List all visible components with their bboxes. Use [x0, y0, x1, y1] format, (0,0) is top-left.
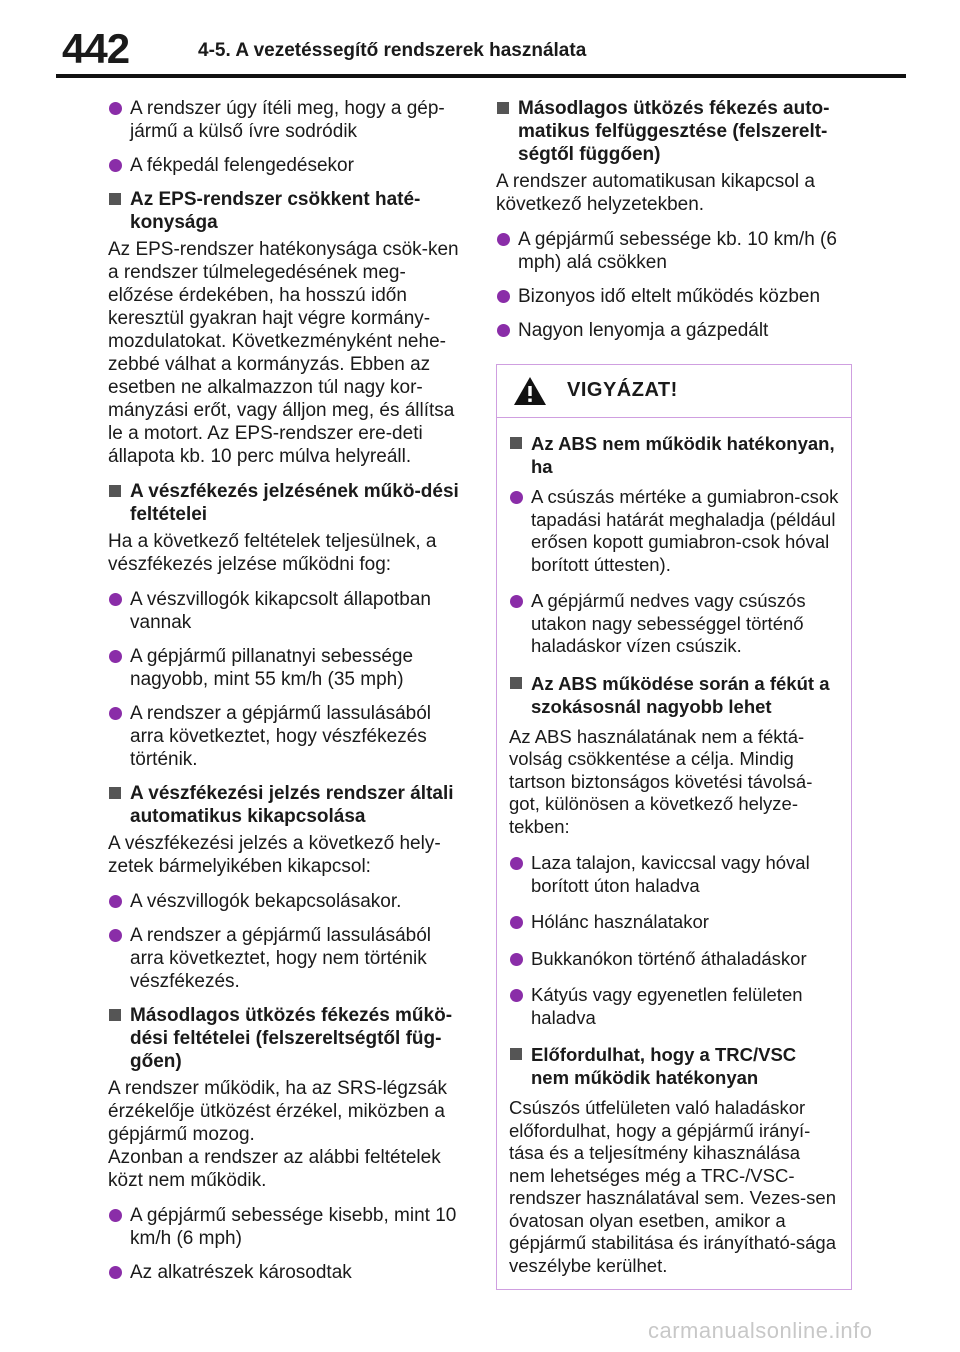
list-item-text: A vészvillogók bekapcsolásakor. — [130, 891, 402, 912]
bullet-dot-icon — [109, 929, 122, 942]
list-item-text: A rendszer a gépjármű lassulásából arra következtet, hogy vészfékezés történik. — [130, 703, 432, 770]
list-item-text: A rendszer úgy ítéli meg, hogy a gép-jármű a külső ívre sodródik — [130, 98, 445, 142]
bullet-dot-icon — [497, 233, 510, 246]
warning-triangle-icon — [513, 376, 547, 406]
paragraph: A rendszer automatikusan kikapcsol a következő helyzetekben. — [496, 171, 815, 215]
list-item-text: Bukkanókon történő áthaladáskor — [531, 947, 807, 969]
list-item — [108, 154, 466, 177]
paragraph: Az EPS-rendszer hatékonysága csök-ken a rendszer túlmelegedésének meg-előzése érdekében, ha hosszú időn keresztül gyakran hajt végre kormány-mozdulatokat. Következményként nehe-zebbé válhat a kormányzás. Ebben az esetben ne alkalmazzon túl nagy kor-mányzási erőt, vagy álljon meg, és állítsa le a motort. Az EPS-rendszer ere-deti állapota kb. 10 perc múlva helyreáll. — [108, 239, 459, 467]
bullet-dot-icon — [510, 595, 523, 608]
section-title: 4-5. A vezetéssegítő rendszerek használata — [198, 40, 587, 61]
heading-square-icon — [109, 193, 121, 205]
heading-square-icon — [510, 437, 522, 449]
left-column — [108, 97, 466, 1295]
list-item — [509, 911, 839, 934]
list-item — [509, 984, 839, 1029]
section-heading — [108, 480, 466, 526]
heading-text: Előfordulhat, hogy a TRC/VSC nem működik hatékonyan — [531, 1044, 797, 1088]
list-item-text: A csúszás mértéke a gumiabron-csok tapadási határát meghaladja (például erősen kopott gumiabron-csok hóval borított úttesten). — [531, 486, 839, 575]
section-heading — [108, 188, 466, 234]
list-item — [496, 285, 858, 308]
list-item-text: A gépjármű sebessége kb. 10 km/h (6 mph) alá csökken — [518, 229, 837, 273]
section-heading — [108, 1004, 466, 1073]
bullet-dot-icon — [109, 895, 122, 908]
list-item — [509, 948, 839, 971]
bullet-dot-icon — [109, 159, 122, 172]
caution-box — [496, 364, 852, 1290]
heading-text: Másodlagos ütközés fékezés műkö-dési feltételei (felszereltségtől füg-gően) — [130, 1005, 453, 1072]
heading-square-icon — [497, 102, 509, 114]
list-item-text: A fékpedál felengedésekor — [130, 155, 354, 176]
bullet-dot-icon — [109, 593, 122, 606]
paragraph: A rendszer működik, ha az SRS-légzsák érzékelője ütközést érzékel, miközben a gépjármű mozog. — [108, 1078, 447, 1145]
heading-square-icon — [109, 1009, 121, 1021]
list-item — [108, 1261, 466, 1284]
bullet-dot-icon — [510, 989, 523, 1002]
list-item — [509, 852, 839, 897]
list-item-text: Az alkatrészek károsodtak — [130, 1262, 352, 1283]
heading-square-icon — [510, 677, 522, 689]
heading-text: Az ABS működése során a fékút a szokásosnál nagyobb lehet — [531, 672, 830, 717]
section-heading — [496, 97, 858, 166]
section-heading — [509, 672, 839, 718]
heading-text: Másodlagos ütközés fékezés auto-matikus felfüggesztése (felszerelt-ségtől függően) — [518, 98, 830, 165]
bullet-dot-icon — [109, 707, 122, 720]
heading-square-icon — [510, 1048, 522, 1060]
heading-text: Az ABS nem működik hatékonyan, ha — [531, 433, 835, 477]
list-item — [108, 645, 466, 691]
list-item-text: A gépjármű nedves vagy csúszós utakon nagy sebességgel történő haladáskor vízen csúszik. — [531, 590, 806, 656]
bullet-dot-icon — [510, 916, 523, 929]
bullet-dot-icon — [497, 324, 510, 337]
bullet-dot-icon — [497, 290, 510, 303]
header-divider — [56, 74, 906, 78]
list-item-text: Hólánc használatakor — [531, 911, 709, 932]
list-item-text: A gépjármű sebessége kisebb, mint 10 km/h (6 mph) — [130, 1205, 457, 1249]
list-item-text: A vészvillogók kikapcsolt állapotban vannak — [130, 589, 432, 633]
paragraph: A vészfékezési jelzés a következő hely-zetek bármelyikében kikapcsol: — [108, 833, 441, 877]
caution-title: VIGYÁZAT! — [567, 379, 678, 401]
list-item — [108, 924, 466, 993]
bullet-dot-icon — [109, 1266, 122, 1279]
page-header — [0, 0, 960, 82]
list-item-text: Kátyús vagy egyenetlen felületen haladva — [531, 984, 803, 1028]
heading-square-icon — [109, 787, 121, 799]
caution-header — [497, 365, 851, 418]
paragraph: Csúszós útfelületen való haladáskor előfordulhat, hogy a gépjármű irányí-tása és a teljesítmény kihasználása nem lehetséges még a TRC-/VSC-rendszer használatával sem. Vezes-sen óvatosan olyan esetben, amikor a gépjármű stabilitása és irányítható-sága veszélybe kerülhet. — [509, 1097, 837, 1276]
list-item-text: A rendszer a gépjármű lassulásából arra következtet, hogy nem történik vészfékezés. — [130, 925, 432, 992]
list-item — [108, 1204, 466, 1250]
bullet-dot-icon — [109, 650, 122, 663]
heading-text: A vészfékezési jelzés rendszer általi automatikus kikapcsolása — [130, 783, 454, 827]
paragraph: Ha a következő feltételek teljesülnek, a vészfékezés jelzése működni fog: — [108, 531, 437, 575]
heading-text: Az EPS-rendszer csökkent haté-konysága — [130, 189, 421, 233]
list-item — [496, 319, 858, 342]
bullet-dot-icon — [510, 491, 523, 504]
section-heading — [509, 1043, 839, 1089]
list-item-text: Nagyon lenyomja a gázpedált — [518, 320, 769, 341]
section-heading — [108, 782, 466, 828]
list-item-text: A gépjármű pillanatnyi sebessége nagyobb, mint 55 km/h (35 mph) — [130, 646, 414, 690]
list-item — [108, 890, 466, 913]
list-item — [509, 486, 839, 576]
list-item — [108, 588, 466, 634]
paragraph: Azonban a rendszer az alábbi feltételek közt nem működik. — [108, 1147, 441, 1191]
paragraph: Az ABS használatának nem a féktá-volság csökkentése a célja. Mindig tartson biztonságos követési távolsá-got, különösen a következő helyze-tekben: — [509, 725, 813, 837]
caution-body — [497, 418, 851, 1277]
bullet-dot-icon — [109, 1209, 122, 1222]
watermark: carmanualsonline.info — [648, 1318, 873, 1343]
section-heading — [509, 432, 839, 478]
list-item-text: Bizonyos idő eltelt működés közben — [518, 286, 821, 307]
list-item-text: Laza talajon, kaviccsal vagy hóval borított úton haladva — [531, 852, 810, 896]
bullet-dot-icon — [510, 953, 523, 966]
list-item — [108, 702, 466, 771]
list-item — [509, 590, 839, 658]
heading-square-icon — [109, 485, 121, 497]
list-item — [496, 228, 858, 274]
list-item — [108, 97, 466, 143]
bullet-dot-icon — [510, 857, 523, 870]
right-column — [496, 97, 858, 1290]
heading-text: A vészfékezés jelzésének műkö-dési feltételei — [130, 481, 459, 525]
page-number: 442 — [62, 25, 130, 72]
bullet-dot-icon — [109, 102, 122, 115]
